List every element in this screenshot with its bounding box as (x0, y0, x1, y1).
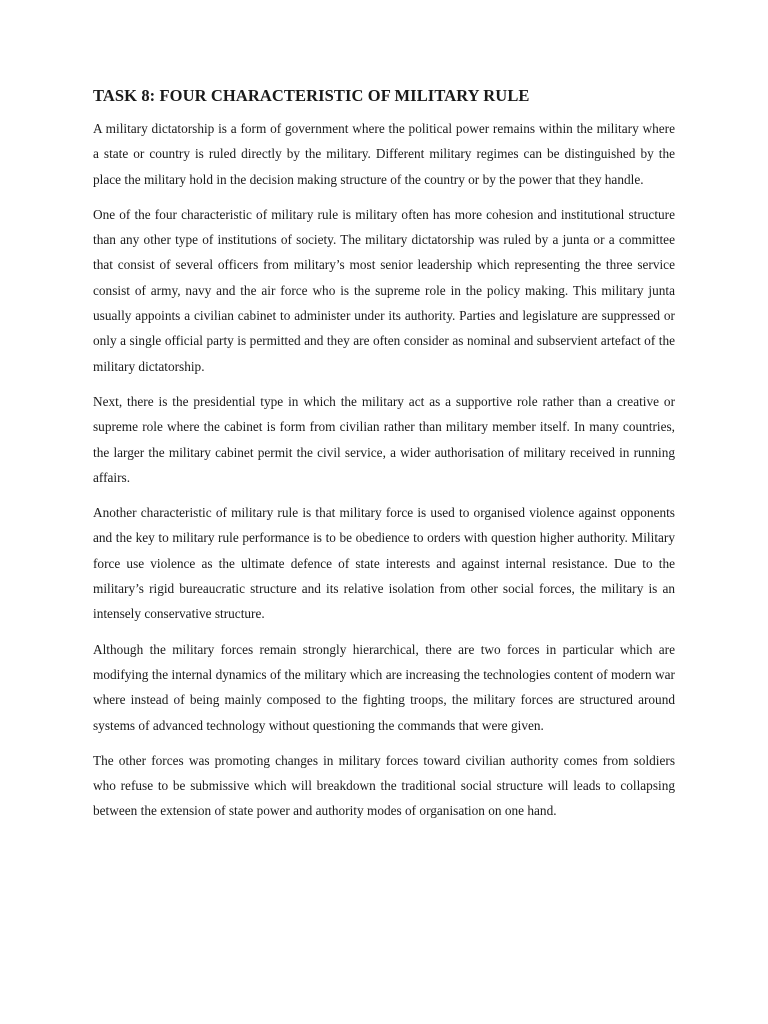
paragraph-6: The other forces was promoting changes in military forces toward civilian authority comes from soldiers who refuse to be submissive which will breakdown the traditional social structure will leads to collapsing between the extension of state power and authority modes of organisation on one hand. (93, 752, 675, 819)
paragraph-4: Another characteristic of military rule is that military force is used to organised violence against opponents and the key to military rule performance is to be obedience to orders with question higher authority. Military force use violence as the ultimate defence of state interests and against internal resistance. Due to the military’s rigid bureaucratic structure and its relative isolation from other social forces, the military is an intensely conservative structure. (93, 505, 675, 622)
paragraph-3: Next, there is the presidential type in which the military act as a supportive role rather than a creative or supreme role where the cabinet is form from civilian rather than military member itself. In many countries, the larger the military cabinet permit the civil service, a wider authorisation of military received in running affairs. (93, 393, 675, 485)
document-title: TASK 8: FOUR CHARACTERISTIC OF MILITARY RULE (93, 86, 530, 105)
paragraph-1: A military dictatorship is a form of government where the political power remains within the military where a state or country is ruled directly by the military. Different military regimes can be distinguished by the place the military hold in the decision making structure of the country or by the power that they handle. (93, 121, 675, 187)
paragraph-2: One of the four characteristic of military rule is military often has more cohesion and institutional structure than any other type of institutions of society. The military dictatorship was ruled by a junta or a committee that consist of several officers from military’s most senior leadership which representing the three service consist of army, navy and the air force who is the supreme role in the policy making. This military junta usually appoints a civilian cabinet to administer under its authority. Parties and legislature are suppressed or only a single official party is permitted and they are often consider as nominal and subservient artefact of the military dictatorship. (93, 206, 675, 374)
paragraph-5: Although the military forces remain strongly hierarchical, there are two forces in particular which are modifying the internal dynamics of the military which are increasing the technologies content of modern war where instead of being mainly composed to the fighting troops, the military forces are structured around systems of advanced technology without questioning the commands that were given. (93, 641, 675, 733)
